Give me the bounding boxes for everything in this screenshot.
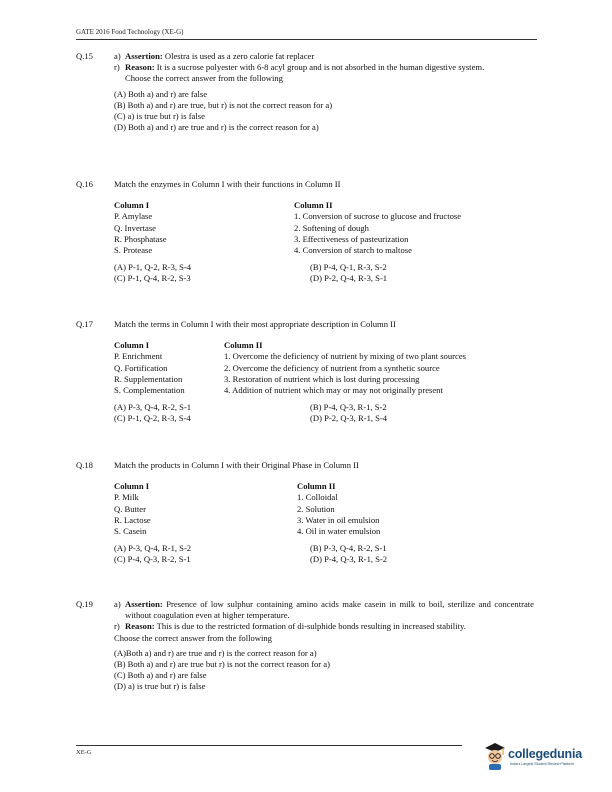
question-stem: Match the terms in Column I with their most appropriate description in Column II — [114, 319, 396, 329]
instruction: Choose the correct answer from the following — [114, 632, 272, 643]
options-grid — [114, 543, 534, 565]
reason: r) Reason: This is due to the restricted formation of di-sulphide bonds resulting in increased stability. — [114, 621, 466, 632]
options-grid — [114, 402, 534, 424]
options-grid — [114, 262, 534, 284]
page-header: GATE 2016 Food Technology (XE-G) — [76, 28, 184, 36]
question-19 — [76, 599, 534, 692]
question-number: Q.18 — [76, 460, 93, 470]
option-b[interactable]: (B) P-4, Q-3, R-1, S-2 — [310, 402, 387, 413]
option-b[interactable]: (B) Both a) and r) are true, but r) is not the correct reason for a) — [114, 99, 333, 110]
footer-divider — [76, 745, 462, 746]
question-number: Q.17 — [76, 319, 93, 329]
column-2-item: 3. Restoration of nutrient which is lost during processing — [224, 373, 420, 384]
option-a[interactable]: (A) P-1, Q-2, R-3, S-4 — [114, 262, 192, 273]
match-table — [114, 340, 534, 396]
option-c[interactable]: (C) a) is true but r) is false — [114, 110, 205, 121]
option-a[interactable]: (A) P-3, Q-4, R-2, S-1 — [114, 402, 192, 413]
column-1-item: S. Complementation — [114, 384, 185, 395]
column-1: Column I P. Milk Q. Butter R. Lactose S. Casein — [114, 481, 297, 537]
header-divider — [76, 39, 537, 40]
option-d[interactable]: (D) P-2, Q-3, R-1, S-4 — [310, 413, 388, 424]
option-d[interactable]: (D) Both a) and r) are true and r) is the correct reason for a) — [114, 122, 319, 133]
question-number: Q.15 — [76, 51, 93, 61]
column-2-item: 2. Overcome the deficiency of nutrient from a synthetic source — [224, 362, 440, 373]
question-15 — [76, 51, 534, 133]
instruction: Choose the correct answer from the following — [125, 73, 283, 84]
question-stem: Match the products in Column I with their Original Phase in Column II — [114, 460, 359, 470]
column-1-item: Q. Fortification — [114, 362, 168, 373]
option-b[interactable]: (B) P-3, Q-4, R-2, S-1 — [310, 543, 387, 554]
column-1-item: S. Casein — [114, 525, 147, 536]
option-c[interactable]: (C) P-4, Q-3, R-2, S-1 — [114, 554, 191, 565]
assertion: a) Assertion: Presence of low sulphur containing amino acids make casein in milk to boil, sterilize and concentrate without coagulation even at higher temperature. — [114, 599, 534, 621]
column-1-item: Q. Invertase — [114, 222, 156, 233]
option-c[interactable]: (C) P-1, Q-4, R-2, S-3 — [114, 273, 191, 284]
column-1: Column I P. Amylase Q. Invertase R. Phosphatase S. Protease — [114, 200, 294, 256]
option-d[interactable]: (D) P-4, Q-3, R-1, S-2 — [310, 554, 388, 565]
options-list — [114, 89, 534, 134]
logo-text: collegedunia — [508, 747, 583, 761]
question-16 — [76, 179, 534, 284]
match-table — [114, 481, 534, 537]
option-a[interactable]: (A)Both a) and r) are true and r) is the correct reason for a) — [114, 647, 317, 658]
option-d[interactable]: (D) P-2, Q-4, R-3, S-1 — [310, 273, 388, 284]
footer-code: XE-G — [76, 749, 92, 756]
question-stem: Match the enzymes in Column I with their functions in Column II — [114, 179, 341, 189]
option-a[interactable]: (A) Both a) and r) are false — [114, 88, 208, 99]
option-b[interactable]: (B) Both a) and r) are true but r) is not the correct reason for a) — [114, 658, 330, 669]
match-table — [114, 200, 534, 256]
option-a[interactable]: (A) P-3, Q-4, R-1, S-2 — [114, 543, 192, 554]
column-2-item: 1. Colloidal — [297, 492, 338, 503]
question-18 — [76, 460, 534, 565]
question-number: Q.19 — [76, 599, 93, 609]
assertion: a) Assertion: Olestra is used as a zero calorie fat replacer — [114, 51, 315, 61]
column-1-item: R. Supplementation — [114, 373, 183, 384]
column-1-item: R. Phosphatase — [114, 233, 167, 244]
column-2: Column II 1. Conversion of sucrose to glucose and fructose 2. Softening of dough 3. Effectiveness of pasteurization 4. Conversion of starch to maltose — [294, 200, 462, 255]
option-d[interactable]: (D) a) is true but r) is false — [114, 681, 206, 692]
column-1-item: P. Milk — [114, 492, 139, 503]
column-2-item: 4. Addition of nutrient which may or may not originally present — [224, 384, 443, 395]
column-2: Column II 1. Colloidal 2. Solution 3. Water in oil emulsion 4. Oil in water emulsion — [297, 481, 381, 536]
option-c[interactable]: (C) P-1, Q-2, R-3, S-4 — [114, 413, 191, 424]
column-2-item: 4. Conversion of starch to maltose — [294, 244, 412, 255]
column-2-item: 1. Overcome the deficiency of nutrient by mixing of two plant sources — [224, 351, 466, 362]
collegedunia-logo[interactable] — [483, 742, 598, 772]
column-1-item: Q. Butter — [114, 503, 146, 514]
option-c[interactable]: (C) Both a) and r) are false — [114, 670, 207, 681]
column-1-item: S. Protease — [114, 244, 153, 255]
column-2-item: 2. Softening of dough — [294, 222, 369, 233]
options-list — [114, 648, 534, 693]
question-17 — [76, 319, 534, 424]
column-1-item: P. Enrichment — [114, 351, 163, 362]
column-2-item: 4. Oil in water emulsion — [297, 525, 381, 536]
column-2-item: 2. Solution — [297, 503, 335, 514]
option-b[interactable]: (B) P-4, Q-1, R-3, S-2 — [310, 262, 387, 273]
column-2: Column II 1. Overcome the deficiency of nutrient by mixing of two plant sources 2. Overcome the deficiency of nutrient from a synthetic source 3. Restoration of nutrient which is lost during processing 4. Addition of nutrient which may or may not originally present — [224, 340, 466, 395]
logo-tagline: India's Largest Student Review Platform — [510, 762, 574, 766]
student-mascot-icon — [483, 742, 507, 770]
column-1: Column I P. Enrichment Q. Fortification R. Supplementation S. Complementation — [114, 340, 224, 396]
column-2-item: 1. Conversion of sucrose to glucose and fructose — [294, 211, 462, 222]
column-2-item: 3. Water in oil emulsion — [297, 514, 380, 525]
reason: r) Reason: It is a sucrose polyester with 6-8 acyl group and is not absorbed in the human digestive system. — [114, 62, 485, 73]
column-2-item: 3. Effectiveness of pasteurization — [294, 233, 409, 244]
question-number: Q.16 — [76, 179, 93, 189]
column-1-item: R. Lactose — [114, 514, 151, 525]
column-1-item: P. Amylase — [114, 211, 153, 222]
